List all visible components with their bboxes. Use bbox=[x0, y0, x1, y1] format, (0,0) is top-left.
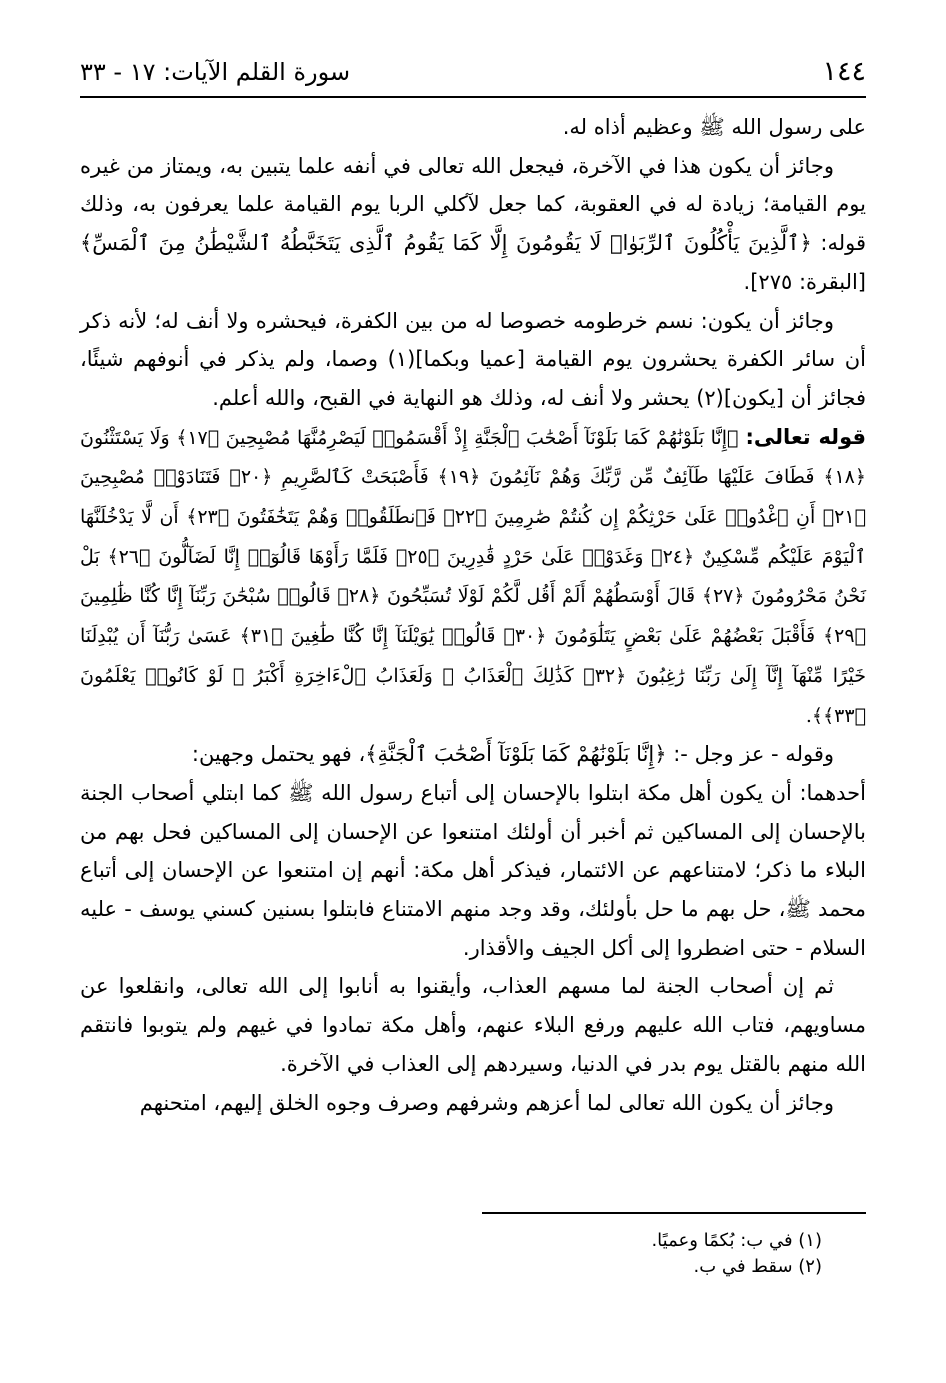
page-number: ١٤٤ bbox=[822, 56, 866, 87]
footnote: (٢) سقط في ب. bbox=[693, 1256, 822, 1277]
paragraph: على رسول الله ﷺ وعظيم أذاه له. bbox=[562, 115, 866, 139]
main-text bbox=[80, 108, 866, 1122]
page-header bbox=[80, 48, 866, 94]
verse-lead: قوله تعالى: bbox=[745, 424, 866, 449]
footnote: (١) في ب: بُكمًا وعميًا. bbox=[651, 1230, 822, 1251]
paragraph: ثم إن أصحاب الجنة لما مسهم العذاب، وأيقنوا به أنابوا إلى الله تعالى، وانقلعوا عن مساويهم، فتاب الله عليهم ورفع البلاء عنهم، وأهل مكة تمادوا في غيهم ولم يتوبوا فانتقم الله منهم بالقتل يوم بدر في الدنيا، وسيردهم إلى العذاب في الآخرة. bbox=[80, 974, 866, 1076]
paragraph: وجائز أن يكون: نسم خرطومه خصوصا له من بين الكفرة، فيحشره ولا أنف له؛ لأنه ذكر أن سائر الكفرة يحشرون يوم القيامة [عميا وبكما](١) وصما، ولم يذكر في أنوفهم شيئًا، فجائز أن [يكون](٢) يحشر ولا أنف له، وذلك هو النهاية في القبح، والله أعلم. bbox=[80, 308, 867, 410]
paragraph: وجائز أن يكون الله تعالى لما أعزهم وشرفهم وصرف وجوه الخلق إليهم، امتحنهم bbox=[139, 1090, 834, 1115]
quran-verses: ﴿إِنَّا بَلَوْنَٰهُمْ كَمَا بَلَوْنَآ أَصْحَٰبَ ٱلْجَنَّةِ إِذْ أَقْسَمُوا۟ لَيَصْرِمُنَّهَا مُصْبِحِينَ ﴿١٧﴾ وَلَا يَسْتَثْنُونَ ﴿١٨﴾ فَطَافَ عَلَيْهَا طَآئِفٌ مِّن رَّبِّكَ وَهُمْ نَآئِمُونَ ﴿١٩﴾ فَأَصْبَحَتْ كَٱلصَّرِيمِ ﴿٢٠﴾ فَتَنَادَوْا۟ مُصْبِحِينَ ﴿٢١﴾ أَنِ ٱغْدُوا۟ عَلَىٰ حَرْثِكُمْ إِن كُنتُمْ صَٰرِمِينَ ﴿٢٢﴾ فَٱنطَلَقُوا۟ وَهُمْ يَتَخَٰفَتُونَ ﴿٢٣﴾ أَن لَّا يَدْخُلَنَّهَا ٱلْيَوْمَ عَلَيْكُم مِّسْكِينٌ ﴿٢٤﴾ وَغَدَوْا۟ عَلَىٰ حَرْدٍ قَٰدِرِينَ ﴿٢٥﴾ فَلَمَّا رَأَوْهَا قَالُوٓا۟ إِنَّا لَضَآلُّونَ ﴿٢٦﴾ بَلْ نَحْنُ مَحْرُومُونَ ﴿٢٧﴾ قَالَ أَوْسَطُهُمْ أَلَمْ أَقُل لَّكُمْ لَوْلَا تُسَبِّحُونَ ﴿٢٨﴾ قَالُوا۟ سُبْحَٰنَ رَبِّنَآ إِنَّا كُنَّا ظَٰلِمِينَ ﴿٢٩﴾ فَأَقْبَلَ بَعْضُهُمْ عَلَىٰ بَعْضٍ يَتَلَٰوَمُونَ ﴿٣٠﴾ قَالُوا۟ يَٰوَيْلَنَآ إِنَّا كُنَّا طَٰغِينَ ﴿٣١﴾ عَسَىٰ رَبُّنَآ أَن يُبْدِلَنَا خَيْرًا مِّنْهَآ إِنَّآ إِلَىٰ رَبِّنَا رَٰغِبُونَ ﴿٣٢﴾ كَذَٰلِكَ ٱلْعَذَابُ ۖ وَلَعَذَابُ ٱلْءَاخِرَةِ أَكْبَرُ ۚ لَوْ كَانُوا۟ يَعْلَمُونَ ﴿٣٣﴾﴾. bbox=[80, 426, 867, 727]
footnote-rule bbox=[482, 1212, 866, 1214]
running-title: سورة القلم الآيات: ١٧ - ٣٣ bbox=[80, 58, 351, 86]
paragraph: وقوله - عز وجل -: ﴿إِنَّا بَلَوْنَٰهُمْ كَمَا بَلَوْنَآ أَصْحَٰبَ ٱلْجَنَّةِ﴾، فهو يحتمل وجهين: bbox=[191, 742, 834, 767]
paragraph: وجائز أن يكون هذا في الآخرة، فيجعل الله تعالى في أنفه علما يتبين به، ويمتاز من غيره يوم القيامة؛ زيادة له في العقوبة، كما جعل لآكلي الربا يوم القيامة علما يعرفون به، وذلك قوله: ﴿ٱلَّذِينَ يَأْكُلُونَ ٱلرِّبَوٰا۟ لَا يَقُومُونَ إِلَّا كَمَا يَقُومُ ٱلَّذِى يَتَخَبَّطُهُ ٱلشَّيْطَٰنُ مِنَ ٱلْمَسِّ﴾ [البقرة: ٢٧٥]. bbox=[80, 153, 866, 294]
paragraph: أحدهما: أن يكون أهل مكة ابتلوا بالإحسان إلى أتباع رسول الله ﷺ كما ابتلي أصحاب الجنة بالإحسان إلى المساكين ثم أخبر أن أولئك امتنعوا عن الإحسان إلى المساكين فحل بهم من البلاء ما ذكر؛ لامتناعهم عن الائتمار، فيذكر أهل مكة: أنهم إن امتنعوا عن الإحسان إلى أتباع محمد ﷺ، حل بهم ما حل بأولئك، وقد وجد منهم الامتناع فابتلوا بسنين كسني يوسف - عليه السلام - حتى اضطروا إلى أكل الجيف والأقذار. bbox=[80, 780, 866, 960]
header-rule bbox=[80, 96, 866, 98]
footnotes bbox=[80, 1228, 866, 1280]
verse-block bbox=[80, 418, 866, 736]
